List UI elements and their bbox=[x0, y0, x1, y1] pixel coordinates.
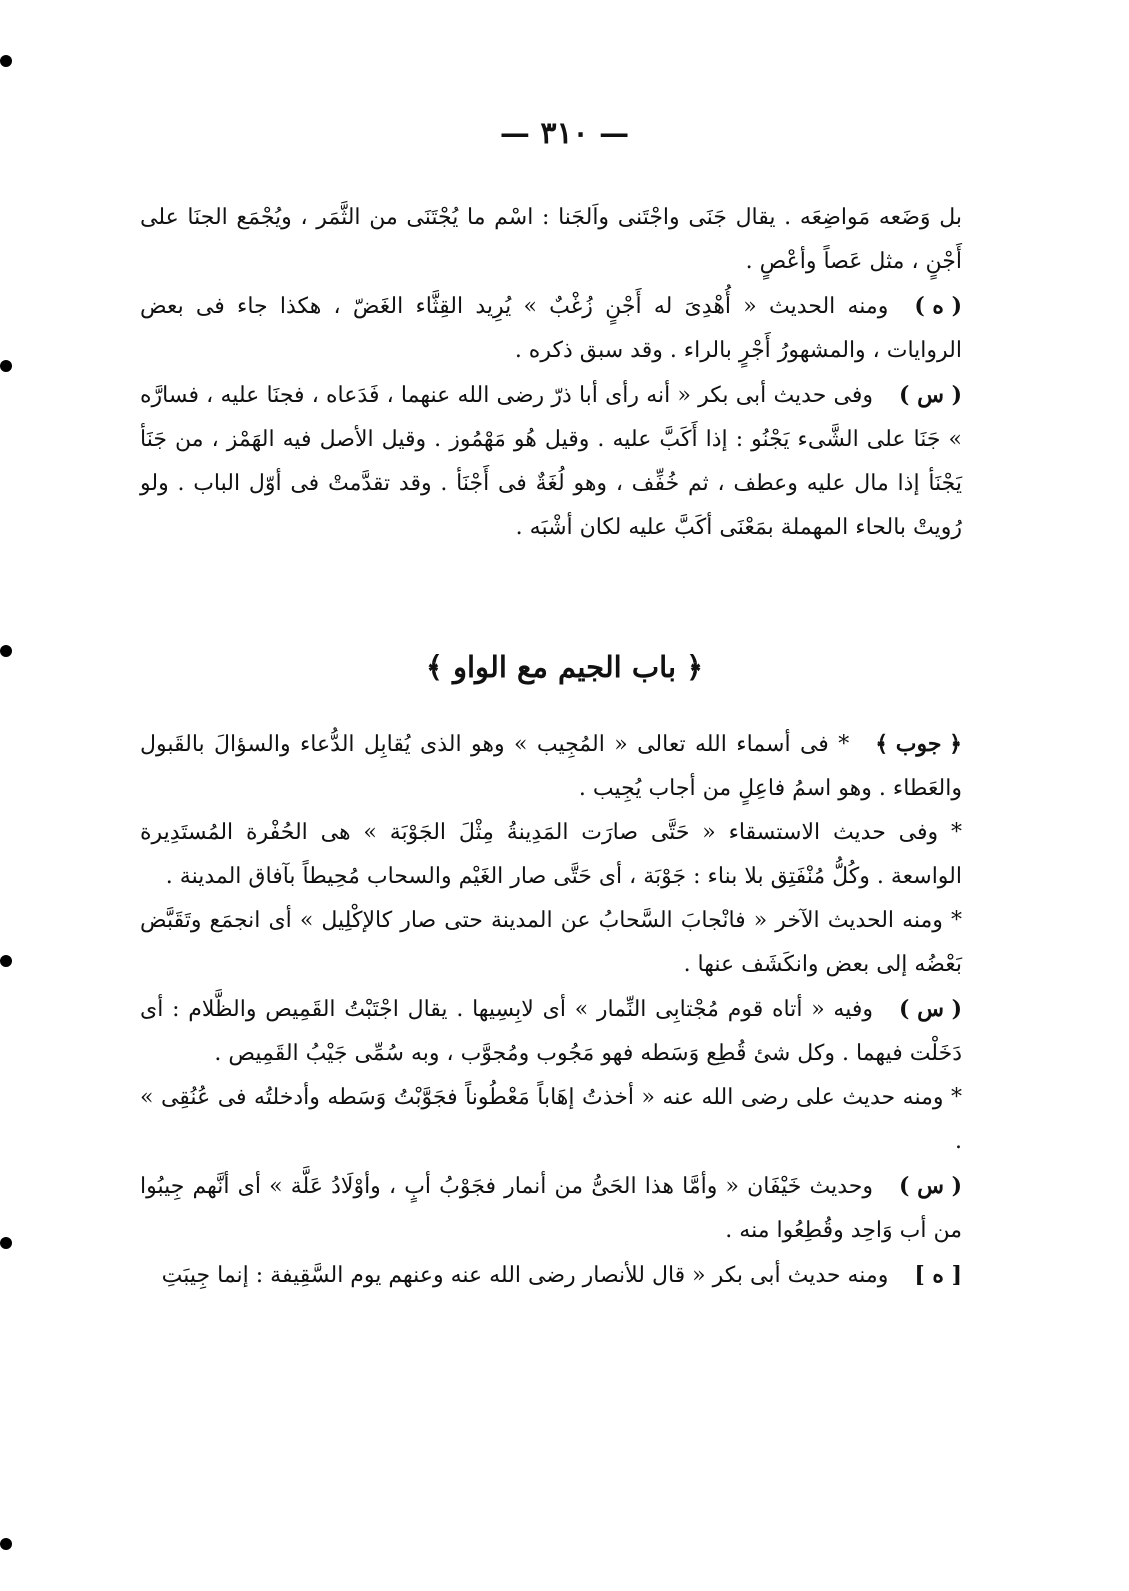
hadith-source-tag: ( س ) bbox=[899, 1173, 962, 1199]
binding-hole-mark bbox=[0, 55, 12, 67]
text-block-bottom bbox=[140, 722, 962, 1298]
hadith-source-tag: ( س ) bbox=[899, 382, 962, 408]
paragraph: * ومنه حديث على رضى الله عنه « أخذتُ إهَاباً مَعْطُوناً فجَوَّبْتُ وَسَطه وأدخلتُه فى عُنُقِى » . bbox=[140, 1085, 962, 1154]
paragraph: بل وَضَعه مَواضِعَه . يقال جَنَى واجْتَنى واَلجَنا : اسْم ما يُجْتَنَى من الثَّمَر ، ويُجْمَع الجنَا على أَجْنٍ ، مثل عَصاً وأعْصٍ . bbox=[140, 205, 962, 274]
binding-hole-mark bbox=[0, 1538, 12, 1550]
paragraph bbox=[140, 1253, 962, 1298]
text-block-top bbox=[140, 196, 962, 550]
hadith-source-tag: [ ه ] bbox=[914, 1262, 962, 1288]
paragraph-text: وفى حديث أبى بكر « أنه رأى أبا ذرّ رضى الله عنهما ، فَدَعاه ، فجنَا عليه ، فسارَّه » جَنَا على الشَّىء يَجْنُو : إذا أَكَبَّ عليه . وقيل هُو مَهْمُوز . وقيل الأصل فيه الهَمْز ، من جَنَأ يَجْنَأ إذا مال عليه وعطف ، ثم خُفِّف ، وهو لُغَةٌ فى أَجْنَأ . وقد تقدَّمتْ فى أوّل الباب . ولو رُويتْ بالحاء المهملة بمَعْنَى أكَبَّ عليه لكان أشْبَه . bbox=[140, 383, 962, 540]
binding-hole-mark bbox=[0, 955, 12, 967]
binding-hole-mark bbox=[0, 1237, 12, 1249]
paragraph-text: وحديث خَيْفَان « وأمَّا هذا الحَىُّ من أنمار فجَوْبُ أبٍ ، وأوْلَادُ عَلَّة » أى أنَّهم جِيبُوا من أب وَاحِد وقُطِعُوا منه . bbox=[140, 1174, 962, 1243]
root-entry-heading: ﴿ جوب ﴾ bbox=[875, 731, 962, 757]
paragraph bbox=[140, 284, 962, 373]
paragraph bbox=[140, 722, 962, 811]
paragraph bbox=[140, 987, 962, 1076]
paragraph bbox=[140, 1164, 962, 1253]
paragraph-text: * فى أسماء الله تعالى « المُجِيب » وهو الذى يُقابِل الدُّعاء والسؤالَ بالقَبول والعَطاء . وهو اسمُ فاعِلٍ من أجاب يُجِيب . bbox=[140, 732, 962, 801]
page-number: — ٣١٠ — bbox=[499, 116, 630, 151]
paragraph: * وفى حديث الاستسقاء « حَتَّى صارَت المَدِينةُ مِثْلَ الجَوْبَة » هى الحُفْرة المُستَدِيرة الواسعة . وكُلُّ مُنْفَتِق بلا بناء : جَوْبَة ، أى حَتَّى صار الغَيْم والسحاب مُحِيطاً بآفاق المدينة . bbox=[140, 820, 962, 889]
paragraph-text: ومنه حديث أبى بكر « قال للأنصار رضى الله عنه وعنهم يوم السَّقِيفة : إنما جِيبَتِ bbox=[161, 1263, 889, 1288]
paragraph bbox=[140, 373, 962, 550]
binding-hole-mark bbox=[0, 645, 12, 657]
hadith-source-tag: ( س ) bbox=[899, 996, 962, 1022]
paragraph-text: وفيه « أتاه قوم مُجْتابِى النِّمار » أى لابِسِيها . يقال اجْتَبْتُ القَمِيص والظَّلام : أى دَخَلْت فيهما . وكل شئ قُطِع وَسَطه فهو مَجُوب ومُجوَّب ، وبه سُمِّى جَيْبُ القَمِيص . bbox=[140, 997, 962, 1066]
paragraph-text: ومنه الحديث « أُهْدِىَ له أَجْنٍ زُغْبٌ » يُرِيد القِثَّاء الغَضّ ، هكذا جاء فى بعض الروايات ، والمشهورُ أَجْرٍ بالراء . وقد سبق ذكره . bbox=[140, 294, 962, 363]
hadith-source-tag: ( ه ) bbox=[914, 293, 962, 319]
paragraph: * ومنه الحديث الآخر « فانْجابَ السَّحابُ عن المدينة حتى صار كالإكْلِيل » أى انجمَع وتَقَبَّض بَعْضُه إلى بعض وانكَشَف عنها . bbox=[140, 908, 962, 977]
section-heading: ﴿ باب الجيم مع الواو ﴾ bbox=[425, 650, 704, 684]
binding-hole-mark bbox=[0, 360, 12, 372]
